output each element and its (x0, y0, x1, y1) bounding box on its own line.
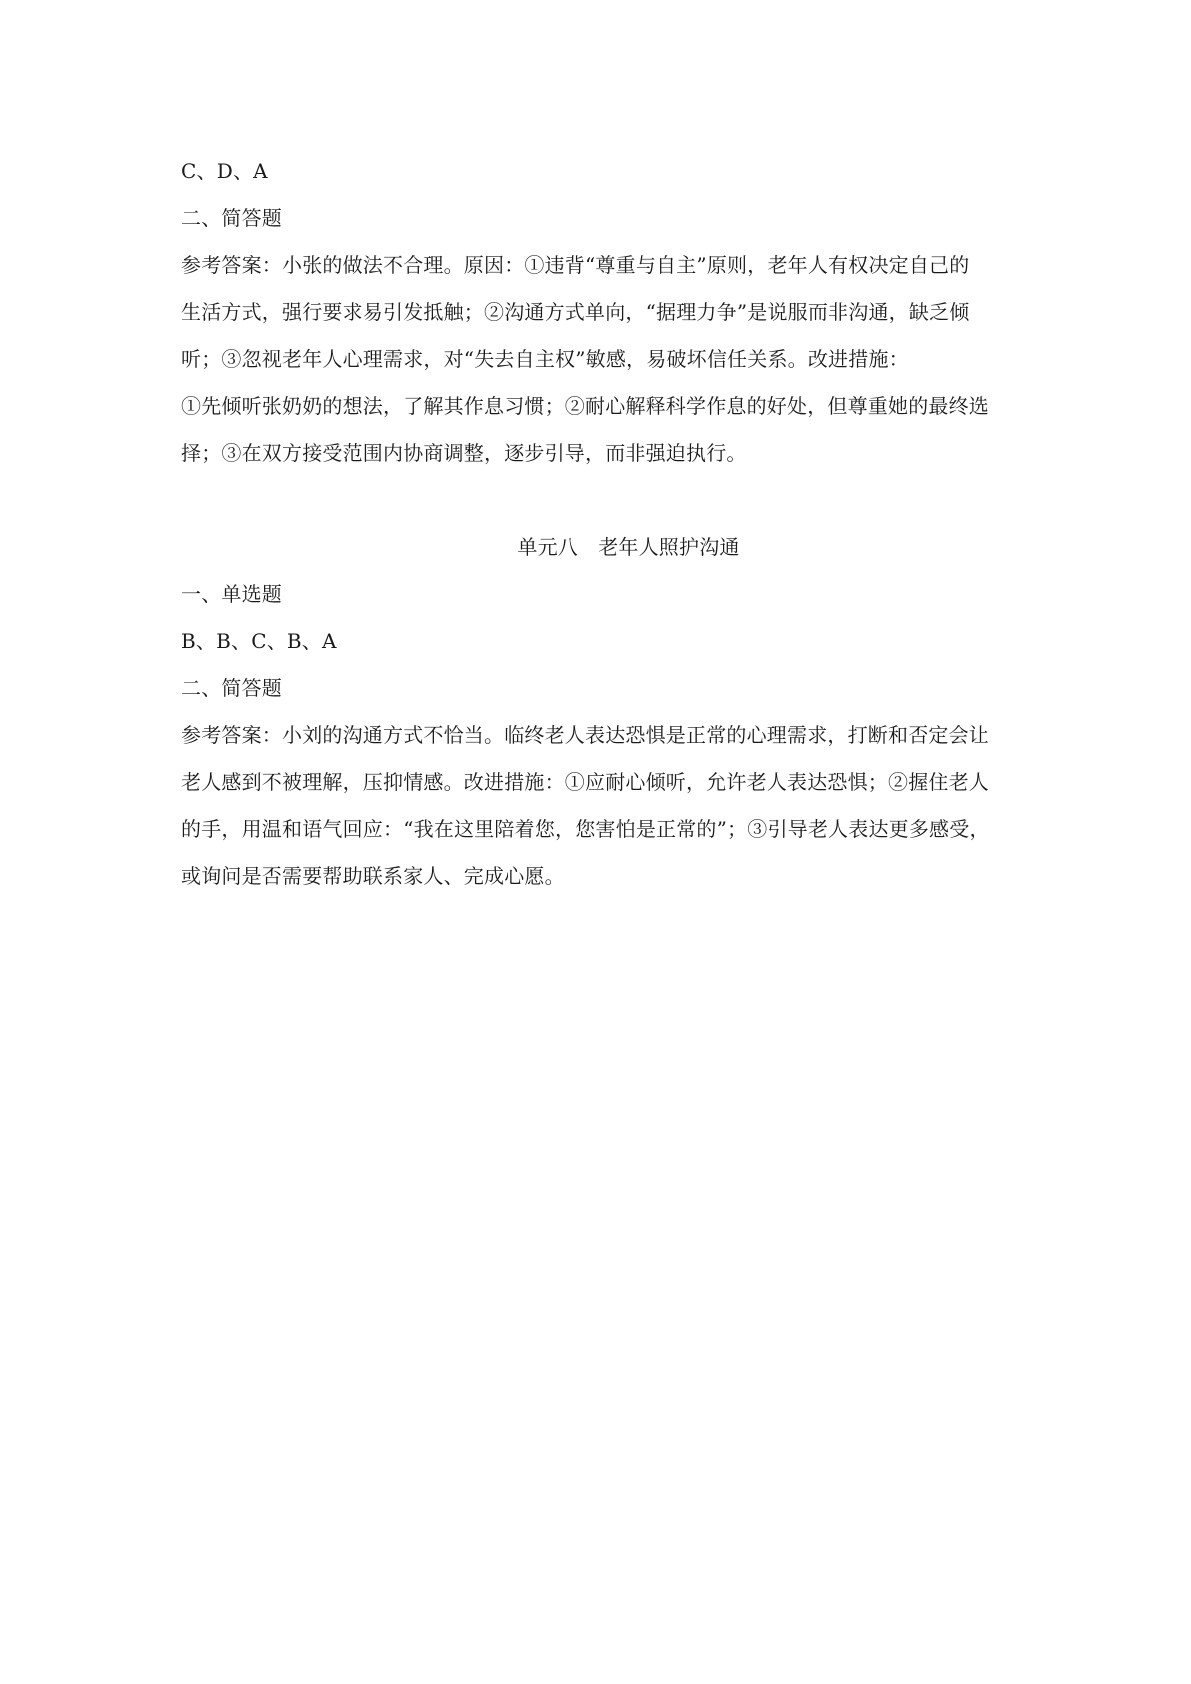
unit8-short-answer-heading: 二、简答题 (181, 676, 282, 700)
answer-line: 或询问是否需要帮助联系家人、完成心愿。 (181, 864, 565, 888)
answer-line: 择；③在双方接受范围内协商调整，逐步引导，而非强迫执行。 (181, 441, 747, 465)
answer-line: 生活方式，强行要求易引发抵触；②沟通方式单向，“据理力争”是说服而非沟通，缺乏倾 (181, 300, 970, 324)
answer-line: 参考答案：小刘的沟通方式不恰当。临终老人表达恐惧是正常的心理需求，打断和否定会让 (181, 723, 989, 747)
unit7-short-answer (181, 242, 1019, 477)
unit8-short-answer (181, 712, 1019, 900)
answer-line: 参考答案：小张的做法不合理。原因：①违背“尊重与自主”原则，老年人有权决定自己的 (181, 253, 970, 277)
unit8-mc-heading: 一、单选题 (181, 582, 282, 606)
answer-line: ①先倾听张奶奶的想法，了解其作息习惯；②耐心解释科学作息的好处，但尊重她的最终选 (181, 394, 989, 418)
unit8-title: 单元八 老年人照护沟通 (517, 535, 740, 559)
unit8-mc-answers: B、B、C、B、A (181, 629, 337, 653)
answer-line: 听；③忽视老年人心理需求，对“失去自主权”敏感，易破坏信任关系。改进措施： (181, 347, 909, 371)
answer-line: 的手，用温和语气回应：“我在这里陪着您，您害怕是正常的”；③引导老人表达更多感受， (181, 817, 990, 841)
unit7-mc-answers: C、D、A (181, 159, 268, 183)
document-page (181, 148, 1019, 900)
unit7-short-answer-heading: 二、简答题 (181, 206, 282, 230)
answer-line: 老人感到不被理解，压抑情感。改进措施：①应耐心倾听，允许老人表达恐惧；②握住老人 (181, 770, 989, 794)
